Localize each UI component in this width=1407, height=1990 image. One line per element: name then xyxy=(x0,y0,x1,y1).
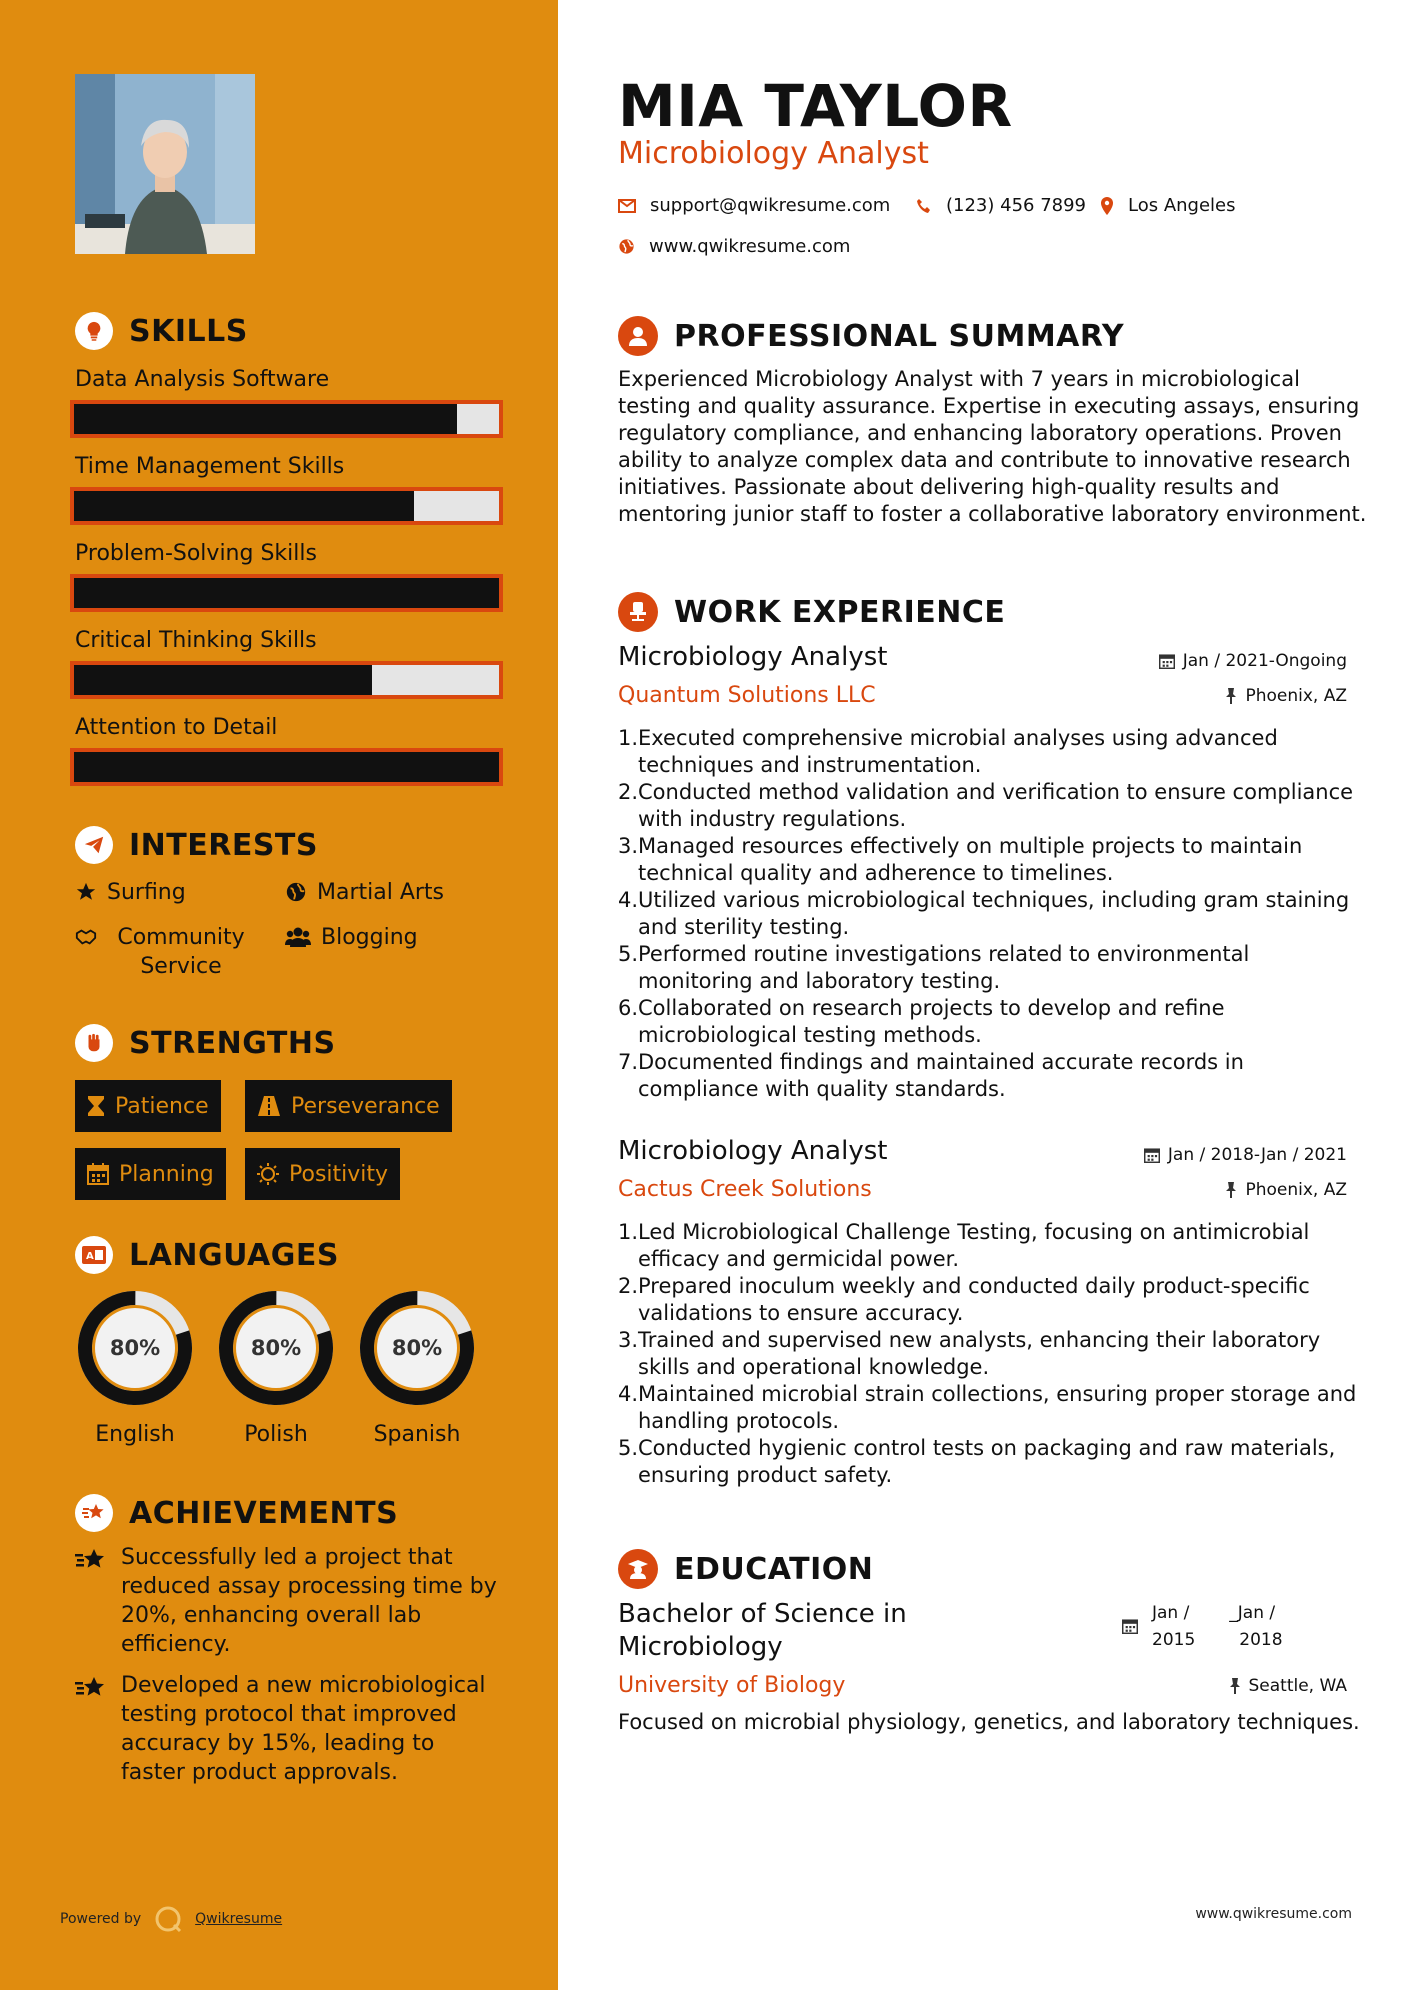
education-location xyxy=(1229,1676,1348,1696)
pin-icon xyxy=(1225,688,1237,704)
list-item: 5. Conducted hygienic control tests on packaging and raw materials, ensuring product safety. xyxy=(618,1436,1336,1487)
interest-item xyxy=(285,923,418,952)
contact-location xyxy=(1100,195,1236,216)
list-item: 4. Utilized various microbiological techniques, including gram staining and sterility testing. xyxy=(618,888,1350,939)
calendar-icon xyxy=(1122,1618,1138,1634)
candidate-name: MIA TAYLOR xyxy=(618,72,1013,140)
company-name: Quantum Solutions LLC xyxy=(618,683,876,708)
qwikresume-logo-icon xyxy=(153,1904,183,1934)
skill-label: Critical Thinking Skills xyxy=(75,628,317,653)
interest-item xyxy=(285,878,444,907)
language-item xyxy=(73,1286,197,1447)
skills-heading-text: SKILLS xyxy=(129,313,248,349)
skills-heading xyxy=(75,312,248,350)
interest-item xyxy=(75,878,186,907)
degree-title: Bachelor of Science in Microbiology xyxy=(618,1599,907,1662)
company-name: Cactus Creek Solutions xyxy=(618,1177,872,1202)
school-name: University of Biology xyxy=(618,1673,846,1698)
language-percent: 80% xyxy=(109,1336,161,1360)
interests-heading xyxy=(75,826,318,864)
svg-text:A: A xyxy=(86,1251,94,1262)
education-end-month: _Jan / xyxy=(1229,1603,1276,1623)
summary-heading-text: PROFESSIONAL SUMMARY xyxy=(674,318,1125,354)
strengths-heading xyxy=(75,1024,336,1062)
list-item: 5. Performed routine investigations related to environmental monitoring and laboratory testing. xyxy=(618,942,1250,993)
skill-bar xyxy=(70,748,503,786)
achievement-text: Successfully led a project that reduced assay processing time by 20%, enhancing overall lab efficiency. xyxy=(121,1545,497,1657)
star-burst-icon xyxy=(75,1675,107,1701)
education-heading xyxy=(618,1549,873,1589)
summary-text: Experienced Microbiology Analyst with 7 years in microbiological testing and quality assurance. Expertise in executing assays, ensuring regulatory compliance, and enhancing laboratory operations. Proven ability to analyze complex data and contribute to innovative research initiatives. Passionate about delivering high-quality results and mentoring junior staff to foster a collaborative laboratory environment. xyxy=(618,367,1367,526)
map-pin-icon xyxy=(1100,197,1114,215)
list-item: 2. Conducted method validation and verification to ensure compliance with industry regulations. xyxy=(618,780,1354,831)
trophy-star-icon xyxy=(75,1494,113,1532)
strength-label: Planning xyxy=(119,1161,214,1187)
list-item: 3. Trained and supervised new analysts, enhancing their laboratory skills and operational knowledge. xyxy=(618,1328,1321,1379)
interest-label: Blogging xyxy=(321,925,418,950)
star-burst-icon xyxy=(75,1547,107,1573)
strength-badge xyxy=(245,1080,452,1132)
experience-heading xyxy=(618,592,1005,632)
user-icon xyxy=(618,316,658,356)
website-text[interactable]: www.qwikresume.com xyxy=(649,236,851,257)
list-item: 4. Maintained microbial strain collections, ensuring proper storage and handling protocols. xyxy=(618,1382,1357,1433)
fist-icon xyxy=(75,1024,113,1062)
job-title: Microbiology Analyst xyxy=(618,1136,888,1166)
contact-email xyxy=(618,195,890,216)
duties-list xyxy=(618,1219,1368,1489)
education-start-month: Jan / xyxy=(1152,1603,1190,1623)
languages-heading xyxy=(75,1236,339,1274)
graduate-icon xyxy=(618,1549,658,1589)
interests-heading-text: INTERESTS xyxy=(129,827,318,863)
interest-item xyxy=(75,923,255,981)
users-icon xyxy=(285,926,311,948)
education-dates xyxy=(1122,1600,1283,1654)
interest-label: Community Service xyxy=(117,925,245,979)
language-percent: 80% xyxy=(391,1336,443,1360)
calendar-icon xyxy=(1144,1147,1160,1163)
paper-plane-icon xyxy=(75,826,113,864)
contact-phone xyxy=(916,195,1086,216)
experience-heading-text: WORK EXPERIENCE xyxy=(674,594,1006,630)
email-text[interactable]: support@qwikresume.com xyxy=(650,195,891,216)
road-icon xyxy=(257,1095,281,1117)
phone-text: (123) 456 7899 xyxy=(946,195,1087,216)
main-content xyxy=(558,0,1407,1990)
achievement-item xyxy=(75,1671,505,1787)
skill-label: Problem-Solving Skills xyxy=(75,541,317,566)
achievement-text: Developed a new microbiological testing protocol that improved accuracy by 15%, leading to faster product approvals. xyxy=(121,1673,486,1785)
list-item: 3. Managed resources effectively on multiple projects to maintain technical quality and adherence to timelines. xyxy=(618,834,1303,885)
languages-heading-text: LANGUAGES xyxy=(129,1237,339,1273)
profile-photo xyxy=(75,74,255,254)
globe-icon xyxy=(285,881,307,903)
language-item xyxy=(214,1286,338,1447)
qwikresume-link[interactable]: Qwikresume xyxy=(195,1911,283,1927)
strength-badge xyxy=(75,1148,226,1200)
envelope-icon xyxy=(618,199,636,213)
language-item xyxy=(355,1286,479,1447)
job-dates xyxy=(1144,1145,1347,1165)
language-name: Polish xyxy=(244,1422,308,1447)
language-ring xyxy=(214,1286,338,1410)
skill-bar xyxy=(70,661,503,699)
strength-badge xyxy=(245,1148,400,1200)
strength-label: Perseverance xyxy=(291,1093,440,1119)
language-percent: 80% xyxy=(250,1336,302,1360)
skill-bar xyxy=(70,487,503,525)
job-location xyxy=(1225,686,1347,706)
list-item: 6. Collaborated on research projects to develop and refine microbiological testing methods. xyxy=(618,996,1225,1047)
hourglass-icon xyxy=(87,1095,105,1117)
sun-icon xyxy=(257,1163,279,1185)
duties-list xyxy=(618,725,1368,1103)
footer-url[interactable]: www.qwikresume.com xyxy=(1195,1906,1352,1922)
job-dates-text: Jan / 2021-Ongoing xyxy=(1182,651,1347,671)
job-title: Microbiology Analyst xyxy=(618,642,888,672)
language-name: Spanish xyxy=(373,1422,461,1447)
job-location-text: Phoenix, AZ xyxy=(1245,686,1347,706)
strengths-heading-text: STRENGTHS xyxy=(129,1025,336,1061)
powered-by xyxy=(60,1904,282,1934)
star-icon xyxy=(75,881,97,903)
language-icon xyxy=(75,1236,113,1274)
job-location-text: Phoenix, AZ xyxy=(1245,1180,1347,1200)
list-item: 2. Prepared inoculum weekly and conducted daily product-specific validations to ensure accuracy. xyxy=(618,1274,1310,1325)
list-item: 1. Executed comprehensive microbial analyses using advanced techniques and instrumentation. xyxy=(618,726,1278,777)
handshake-icon xyxy=(75,926,97,948)
job-dates xyxy=(1159,651,1347,671)
list-item: 7. Documented findings and maintained accurate records in compliance with quality standards. xyxy=(618,1050,1244,1101)
office-chair-icon xyxy=(618,592,658,632)
education-location-text: Seattle, WA xyxy=(1248,1676,1347,1696)
skill-bar xyxy=(70,400,503,438)
list-item: 1. Led Microbiological Challenge Testing, focusing on antimicrobial efficacy and germicidal power. xyxy=(618,1220,1310,1271)
skill-bar xyxy=(70,574,503,612)
achievement-item xyxy=(75,1543,505,1659)
education-end-year: 2018 xyxy=(1239,1630,1283,1650)
lightbulb-icon xyxy=(75,312,113,350)
phone-icon xyxy=(916,198,932,214)
language-ring xyxy=(355,1286,479,1410)
interest-label: Martial Arts xyxy=(317,880,445,905)
strength-label: Patience xyxy=(115,1093,209,1119)
skill-label: Data Analysis Software xyxy=(75,367,330,392)
calendar-icon xyxy=(1159,653,1175,669)
strength-badge xyxy=(75,1080,221,1132)
candidate-title: Microbiology Analyst xyxy=(618,136,929,171)
strength-label: Positivity xyxy=(289,1161,389,1187)
language-ring xyxy=(73,1286,197,1410)
achievements-heading xyxy=(75,1494,398,1532)
skill-label: Attention to Detail xyxy=(75,715,278,740)
job-location xyxy=(1225,1180,1347,1200)
language-name: English xyxy=(95,1422,175,1447)
pin-icon xyxy=(1229,1678,1241,1694)
globe-icon xyxy=(618,238,635,255)
contact-website xyxy=(618,236,850,257)
interest-label: Surfing xyxy=(107,880,186,905)
location-text: Los Angeles xyxy=(1128,195,1236,216)
achievements-heading-text: ACHIEVEMENTS xyxy=(129,1495,399,1531)
sidebar xyxy=(0,0,558,1990)
calendar-icon xyxy=(87,1163,109,1185)
powered-by-text: Powered by xyxy=(60,1911,142,1927)
job-dates-text: Jan / 2018-Jan / 2021 xyxy=(1167,1145,1347,1165)
education-start-year: 2015 xyxy=(1152,1630,1196,1650)
summary-heading xyxy=(618,316,1124,356)
education-heading-text: EDUCATION xyxy=(674,1551,874,1587)
skill-label: Time Management Skills xyxy=(75,454,345,479)
education-description: Focused on microbial physiology, genetics, and laboratory techniques. xyxy=(618,1710,1360,1734)
pin-icon xyxy=(1225,1182,1237,1198)
